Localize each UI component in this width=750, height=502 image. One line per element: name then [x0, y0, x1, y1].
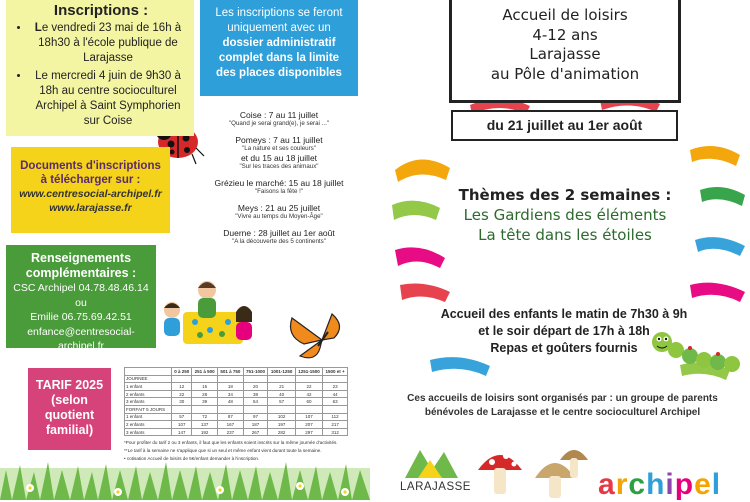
table-cell: 97: [243, 413, 268, 421]
table-cell: 30: [172, 398, 192, 406]
table-cell: [172, 405, 192, 413]
table-cell: 501 à 750: [218, 368, 244, 376]
table-cell: 167: [218, 421, 244, 429]
table-row: [125, 398, 348, 406]
title-line-1: Accueil de loisirs: [502, 6, 628, 24]
table-cell: 251 à 500: [192, 368, 218, 376]
table-section-row: [125, 375, 348, 383]
accueil-hours: [404, 306, 724, 357]
table-cell: 137: [192, 421, 218, 429]
contact-email-part2[interactable]: archipel.fr: [57, 340, 105, 352]
table-header-row: [125, 368, 348, 376]
table-cell: [192, 405, 218, 413]
tarif-notes: [124, 440, 352, 463]
archipel-letter: e: [694, 468, 712, 501]
tarif-note-1: *Pour profiter du tarif 2 ou 3 enfants, il faut que les enfants soient inscrits sur la même journée d'activités.: [124, 440, 338, 445]
session-coise: Coise : 7 au 11 juillet "Quand je serai grand(e), je serai ...": [228, 110, 329, 127]
title-line-2: 4-12 ans: [532, 25, 598, 44]
table-cell: 21: [268, 383, 295, 391]
table-cell: 12: [172, 383, 192, 391]
row-label: 2 enfants: [125, 421, 172, 429]
table-row: [125, 428, 348, 436]
archipel-letter: a: [598, 468, 616, 501]
renseignements-box: [6, 245, 156, 352]
table-cell: 297: [295, 428, 322, 436]
table-cell: 112: [323, 413, 348, 421]
table-cell: 22: [295, 383, 322, 391]
table-cell: 72: [192, 413, 218, 421]
row-label: 3 enfants: [125, 428, 172, 436]
accueil-title-box: [449, 0, 681, 103]
table-cell: 282: [268, 428, 295, 436]
table-cell: 102: [268, 413, 295, 421]
table-cell: 44: [323, 390, 348, 398]
row-label: [125, 368, 172, 376]
accueil-morning: Accueil des enfants le matin de 7h30 à 9h: [440, 307, 688, 321]
dates-box: du 21 juillet au 1er août: [451, 110, 678, 141]
session-grezieu: Grézieu le marché: 15 au 18 juillet "Faisons la fête !": [214, 178, 344, 195]
contact-phone-csc: CSC Archipel 04.78.48.46.14 ou: [13, 282, 149, 309]
table-cell: 237: [218, 428, 244, 436]
table-cell: [268, 375, 295, 383]
table-cell: 187: [243, 421, 268, 429]
table-cell: 107: [172, 421, 192, 429]
children-playing-illustration: [164, 281, 252, 344]
archipel-logo: [598, 468, 721, 502]
table-cell: 1251-1500: [295, 368, 322, 376]
table-cell: 57: [172, 413, 192, 421]
row-label: 1 enfant: [125, 383, 172, 391]
table-cell: 60: [295, 398, 322, 406]
table-cell: 1500 et +: [323, 368, 348, 376]
inscriptions-list: [16, 21, 186, 129]
session-duerne: Duerne : 28 juillet au 1er août "A la découverte des 5 continents": [223, 228, 335, 245]
table-cell: 48: [218, 398, 244, 406]
grass-decoration: [0, 462, 370, 500]
table-cell: 54: [243, 398, 268, 406]
title-line-3: Larajasse: [529, 45, 601, 63]
dossier-text-bold: dossier administratif complet dans la limite des places disponibles: [216, 37, 342, 79]
tarif-box: [28, 368, 111, 450]
table-cell: 57: [268, 398, 295, 406]
dossier-info-box: [200, 0, 358, 96]
inscription-date-2: • Le mercredi 4 juin de 9h30 à 18h au centre socioculturel Archipel à Saint Symphorien sur Coise: [30, 69, 186, 129]
archipel-letter: p: [674, 468, 695, 501]
table-cell: 63: [323, 398, 348, 406]
table-cell: 34: [218, 390, 244, 398]
tarif-line-3: quotient: [44, 408, 95, 422]
session-pomeys: Pomeys : 7 au 11 juillet "La nature et ses couleurs" et du 15 au 18 juillet "Sur les traces des animaux": [235, 135, 323, 170]
table-cell: 107: [295, 413, 322, 421]
table-cell: 312: [323, 428, 348, 436]
table-cell: 18: [218, 383, 244, 391]
table-cell: 267: [243, 428, 268, 436]
organisers-text: Ces accueils de loisirs sont organisés par : un groupe de parents bénévoles de Larajasse et le centre socioculturel Archipel: [407, 393, 718, 418]
table-cell: [192, 375, 218, 383]
table-cell: [323, 405, 348, 413]
theme-etoiles: La tête dans les étoiles: [478, 226, 652, 244]
table-cell: [172, 375, 192, 383]
archipel-letter: r: [615, 468, 629, 501]
table-cell: 1001-1250: [268, 368, 295, 376]
table-cell: 23: [323, 383, 348, 391]
mushrooms-illustration: [478, 450, 588, 498]
table-cell: 20: [243, 383, 268, 391]
table-cell: [218, 405, 244, 413]
inscriptions-title: Inscriptions :: [53, 2, 149, 19]
row-label: JOURNEE: [125, 375, 172, 383]
archipel-letter: h: [646, 468, 666, 501]
table-cell: 28: [192, 390, 218, 398]
table-cell: 87: [218, 413, 244, 421]
tarif-note-3: • cotisation Accueil de loisirs de 5€/enfant demander à l'inscription.: [124, 455, 260, 461]
themes-block: [405, 186, 725, 245]
table-cell: 39: [192, 398, 218, 406]
table-cell: 217: [323, 421, 348, 429]
tarif-line-1: TARIF 2025: [35, 378, 104, 392]
link-larajasse[interactable]: www.larajasse.fr: [49, 202, 132, 214]
contact-phone-emilie: Emilie 06.75.69.42.51: [30, 311, 132, 323]
row-label: 2 enfants: [125, 390, 172, 398]
table-cell: 192: [192, 428, 218, 436]
table-cell: [323, 375, 348, 383]
inscription-date-1: • Le vendredi 23 mai de 16h à 18h30 à l'école publique de Larajasse: [30, 21, 186, 66]
archipel-letter: i: [665, 468, 675, 501]
title-line-4: au Pôle d'animation: [490, 64, 640, 83]
table-cell: 22: [172, 390, 192, 398]
documents-box: [11, 147, 170, 233]
larajasse-logo-emblem: [405, 450, 458, 478]
table-cell: [218, 375, 244, 383]
archipel-letter: l: [711, 468, 722, 501]
accueil-evening: et le soir départ de 17h à 18h: [478, 324, 650, 338]
table-cell: 751-1000: [243, 368, 268, 376]
renseignements-title: Renseignements complémentaires :: [25, 251, 137, 280]
table-cell: 42: [295, 390, 322, 398]
themes-title: Thèmes des 2 semaines :: [458, 186, 672, 204]
table-cell: 40: [268, 390, 295, 398]
table-cell: 38: [243, 390, 268, 398]
tarif-table: [124, 367, 348, 436]
table-row: [125, 383, 348, 391]
table-cell: [295, 405, 322, 413]
link-centresocial[interactable]: www.centresocial-archipel.fr: [19, 188, 162, 200]
table-cell: [243, 405, 268, 413]
theme-gardiens: Les Gardiens des éléments: [463, 206, 667, 224]
sessions-list: [200, 110, 358, 253]
table-cell: 147: [172, 428, 192, 436]
table-row: [125, 421, 348, 429]
tarif-line-2: (selon: [51, 393, 88, 407]
table-cell: [295, 375, 322, 383]
accueil-meals: Repas et goûters fournis: [490, 341, 638, 355]
contact-email-part1[interactable]: enfance@centresocial-: [27, 325, 135, 338]
row-label: 1 enfant: [125, 413, 172, 421]
documents-title: Documents d'inscriptions à télécharger sur :: [20, 160, 161, 186]
table-cell: 197: [268, 421, 295, 429]
larajasse-logo-text: LARAJASSE: [400, 481, 471, 493]
inscriptions-box: [6, 0, 194, 136]
archipel-letter: c: [628, 468, 647, 501]
table-row: [125, 390, 348, 398]
table-cell: [268, 405, 295, 413]
table-section-row: [125, 405, 348, 413]
row-label: FORFAIT 5 JOURS: [125, 405, 172, 413]
butterfly-icon: [291, 314, 340, 358]
row-label: 3 enfants: [125, 398, 172, 406]
table-cell: [243, 375, 268, 383]
dossier-text: Les inscriptions se feront uniquement avec un: [215, 7, 343, 34]
tarif-line-4: familial): [45, 423, 94, 437]
tarif-note-2: **Le tarif à la semaine ne s'applique que si un seul et même enfant vient durant toute la semaine.: [124, 447, 322, 453]
table-cell: 0 à 250: [172, 368, 192, 376]
table-cell: 207: [295, 421, 322, 429]
table-cell: 15: [192, 383, 218, 391]
table-row: [125, 413, 348, 421]
session-meys: Meys : 21 au 25 juillet "Vivre au temps du Moyen-Âge": [235, 203, 323, 220]
